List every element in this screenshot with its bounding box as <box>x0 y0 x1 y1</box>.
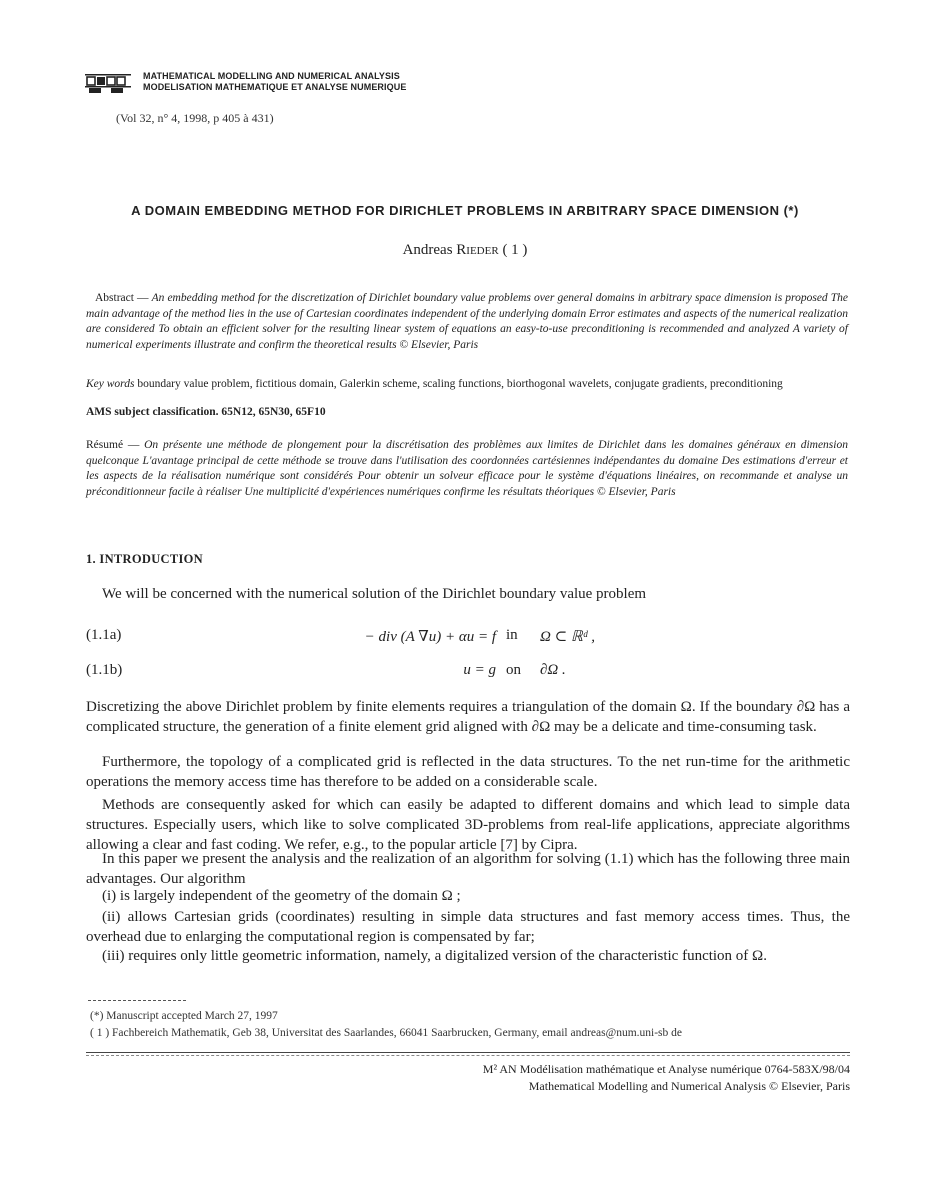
journal-name-en: MATHEMATICAL MODELLING AND NUMERICAL ANALYSIS <box>143 71 400 81</box>
volume-info: (Vol 32, n° 4, 1998, p 405 à 431) <box>116 111 274 125</box>
journal-logo <box>85 72 131 94</box>
journal-name <box>143 71 406 93</box>
equation-number: (1.1b) <box>86 662 123 678</box>
list-item: (iii) requires only little geometric information, namely, a digitalized version of the characteristic function of Ω. <box>102 948 767 964</box>
paragraph: Furthermore, the topology of a complicated grid is reflected in the data structures. To the net run-time for the arithmetic operations the memory access time has therefore to be added on a considerable scale. <box>86 754 850 790</box>
intro-sentence: We will be concerned with the numerical solution of the Dirichlet boundary value problem <box>102 586 647 602</box>
paragraph: In this paper we present the analysis and the realization of an algorithm for solving (1.1) which has the following three main advantages. Our algorithm <box>86 851 850 887</box>
keywords-text: boundary value problem, fictitious domain, Galerkin scheme, scaling functions, biorthogonal wavelets, conjugate gradients, preconditioning <box>137 378 783 390</box>
footer-issn: M² AN Modélisation mathématique et Analyse numérique 0764-583X/98/04 <box>482 1062 850 1076</box>
footer-rule <box>86 1052 850 1053</box>
footer-publisher: Mathematical Modelling and Numerical Analysis © Elsevier, Paris <box>528 1079 850 1093</box>
section-heading: 1. INTRODUCTION <box>86 552 204 566</box>
abstract-label: Abstract — <box>95 292 152 304</box>
footnote: (*) Manuscript accepted March 27, 1997 <box>90 1010 278 1022</box>
paragraph: Discretizing the above Dirichlet problem by finite elements requires a triangulation of the domain Ω. If the boundary ∂Ω has a complicated structure, the generation of a finite element grid aligned with ∂Ω may be a delicate and time-consuming task. <box>86 699 850 735</box>
equation-number: (1.1a) <box>86 627 122 643</box>
keywords <box>86 377 848 393</box>
abstract <box>86 291 848 353</box>
equation-rhs: Ω ⊂ ℝᵈ , <box>540 629 595 645</box>
resume-label: Résumé — <box>86 439 145 451</box>
equation-lhs: − div (A ∇u) + αu = f <box>364 629 496 645</box>
equation-in: in <box>506 627 518 643</box>
paragraph: Methods are consequently asked for which can easily be adapted to different domains and which lead to simple data structures. Especially users, which like to solve complicated 3D-problems from real-life applications, appreciate algorithms allowing a clear and fast coding. We refer, e.g., to the popular article [7] by Cipra. <box>86 797 850 853</box>
list-item: (i) is largely independent of the geometry of the domain Ω ; <box>102 888 461 904</box>
ams-classification: AMS subject classification. 65N12, 65N30, 65F10 <box>86 406 326 418</box>
journal-name-fr: MODELISATION MATHEMATIQUE ET ANALYSE NUMERIQUE <box>143 82 407 92</box>
paper-title: A DOMAIN EMBEDDING METHOD FOR DIRICHLET PROBLEMS IN ARBITRARY SPACE DIMENSION (*) <box>131 203 799 218</box>
equation-rhs: ∂Ω . <box>540 662 566 678</box>
abstract-text: An embedding method for the discretization of Dirichlet boundary value problems over general domains in arbitrary space dimension is proposed The main advantage of the method lies in the use of Cartesian coordinates independent of the underlying domain Error estimates and aspects of the numerical realization are considered To obtain an efficient solver for the resulting linear system of equations an easy-to-use preconditioning is recommended and analyzed A variety of numerical experiments illustrate and confirm the theoretical results © Elsevier, Paris <box>86 292 848 351</box>
author-last-name: Rieder <box>456 242 499 258</box>
footnote: ( 1 ) Fachbereich Mathematik, Geb 38, Universitat des Saarlandes, 66041 Saarbrucken, Germany, email andreas@num.uni-sb de <box>90 1027 683 1039</box>
resume <box>86 438 848 500</box>
author-first-name: Andreas <box>402 242 453 258</box>
author-footnote-mark: ( 1 ) <box>502 242 528 258</box>
keywords-label: Key words <box>86 378 138 390</box>
equation-on: on <box>506 662 521 678</box>
author <box>0 242 930 259</box>
resume-text: On présente une méthode de plongement pour la discrétisation des problèmes aux limites de Dirichlet dans les domaines généraux en dimension quelconque L'avantage principal de cette méthode se trouve dans l'utilisation des coordonnées cartésiennes indépendantes du domaine Des estimations d'erreur et les aspects de la réalisation numérique sont considérés Pour obtenir un solveur efficace pour le système d'équations linéaires, on recommande et analyse un préconditionneur facile à réaliser Une multiplicité d'expériences numériques confirme les résultats théoriques © Elsevier, Paris <box>86 439 848 498</box>
footnote-rule <box>88 1000 186 1001</box>
footer-rule <box>86 1055 850 1056</box>
equation-lhs: u = g <box>463 662 496 678</box>
list-item: (ii) allows Cartesian grids (coordinates) resulting in simple data structures and fast memory access times. Thus, the overhead due to enlarging the computational region is compensated by far; <box>86 909 850 945</box>
